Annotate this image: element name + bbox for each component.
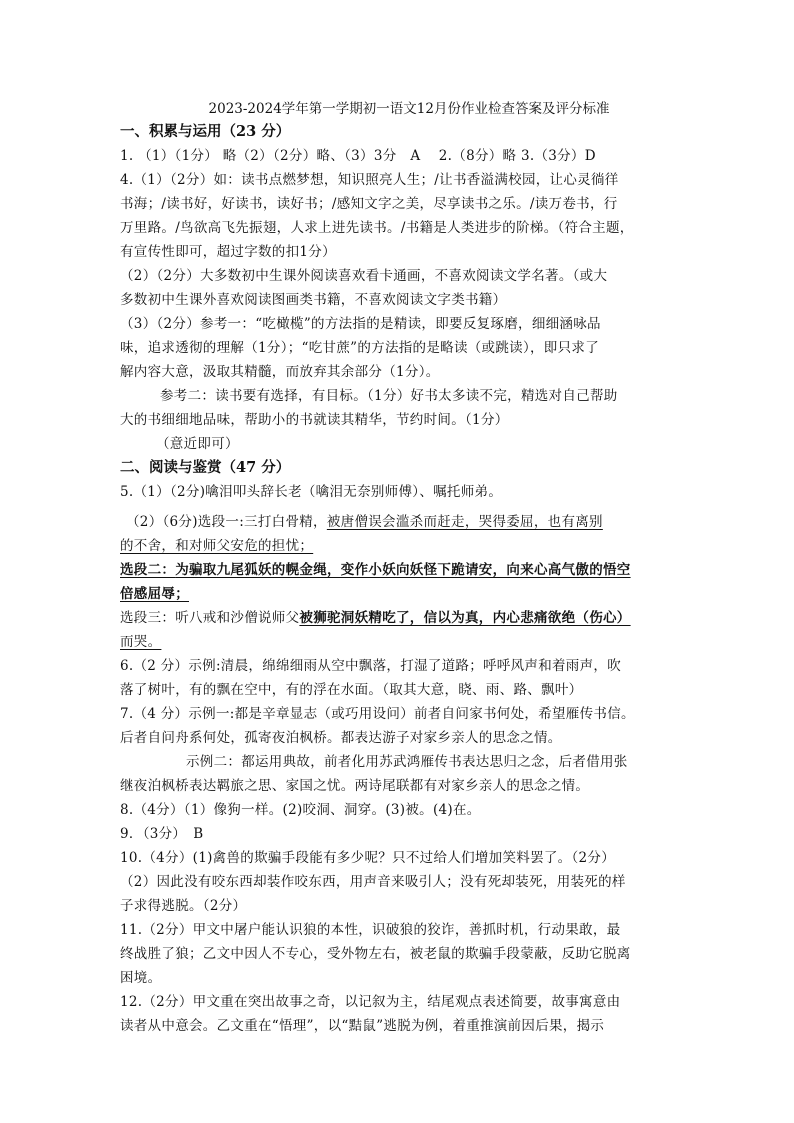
answer-q7-example2-line: 示例二：都运用典故，前者化用苏武鸿雁传书表达思归之念，后者借用张 bbox=[186, 754, 628, 770]
answer-q7 bbox=[120, 702, 678, 798]
passage3-underlined: 被狮驼洞妖精吃了，信以为真，内心悲痛欲绝（伤心） bbox=[299, 610, 631, 626]
answer-q4-1-line: 书海；/读书好，好读书，读好书；/感知文字之美，尽享读书之乐。/读万卷书，行 bbox=[120, 196, 618, 212]
answer-q12 bbox=[120, 990, 678, 1038]
answer-q4-1-line: 4.（1）（2分）如：读书点燃梦想，知识照亮人生；/让书香溢满校园，让心灵徜徉 bbox=[120, 172, 619, 188]
passage2-underlined: 为骗取九尾狐妖的幌金绳，变作小妖向妖怪下跪请安，向来心高气傲的悟空 bbox=[175, 562, 631, 578]
answer-q4-2-line: 多数初中生课外喜欢阅读图画类书籍，不喜欢阅读文字类书籍） bbox=[120, 292, 507, 308]
answer-q11 bbox=[120, 918, 678, 990]
document-body bbox=[120, 98, 678, 1038]
answer-q4-3-line: 味，追求透彻的理解（1分）；“吃甘蔗”的方法指的是略读（或跳读），即只求了 bbox=[120, 340, 599, 356]
answer-q11-line: 困境。 bbox=[120, 970, 162, 986]
passage1-underlined: 被唐僧误会滥杀而赶走，哭得委屈，也有离别 bbox=[326, 514, 603, 530]
passage1-prefix: （2）（6分)选段一:三打白骨精， bbox=[126, 514, 327, 530]
passage2-prefix: 选段二： bbox=[120, 562, 176, 578]
answer-q6 bbox=[120, 654, 678, 702]
answer-q10 bbox=[120, 846, 678, 918]
answer-q5-2-passage1-cont bbox=[120, 534, 678, 558]
passage3-underlined-cont: 而哭。 bbox=[120, 634, 162, 650]
answer-q5-2-passage2-cont bbox=[120, 582, 678, 606]
answer-q4-2-line: （2）（2分）大多数初中生课外阅读喜欢看卡通画，不喜欢阅读文学名著。（或大 bbox=[120, 268, 608, 284]
answer-q11-line: 终战胜了狼；乙文中因人不专心，受外物左右，被老鼠的欺骗手段蒙蔽，反助它脱离 bbox=[120, 946, 631, 962]
answer-q5-1: 5.（1）（2分)噙泪叩头辞长老（噙泪无奈别师傅）、嘱托师弟。 bbox=[120, 484, 503, 500]
answer-q4-3-line: 解内容大意，汲取其精髓，而放弃其余部分（1分）。 bbox=[120, 364, 440, 380]
answer-q6-line: 6.（2 分）示例:清晨，绵绵细雨从空中飘落，打湿了道路；呼呼风声和着雨声，吹 bbox=[120, 658, 622, 674]
answer-q7-line: 后者自问舟系何处，孤寄夜泊枫桥。都表达游子对家乡亲人的思念之情。 bbox=[120, 730, 562, 746]
answer-q4-note: （意近即可） bbox=[156, 436, 239, 452]
answer-q4 bbox=[120, 168, 678, 456]
answer-q10-line: 子求得逃脱。（2分） bbox=[120, 898, 247, 914]
answer-q12-line: 12.（2分）甲文重在突出故事之奇，以记叙为主，结尾观点表述简要，故事寓意由 bbox=[120, 994, 621, 1010]
answer-q4-1-line: 万里路。/鸟欲高飞先振翅，人求上进先读书。/书籍是人类进步的阶梯。（符合主题， bbox=[120, 220, 634, 236]
document-title: 2023-2024学年第一学期初一语文12月份作业检查答案及评分标准 bbox=[208, 101, 610, 117]
answer-q4-3-alt-line: 参考二：读书要有选择，有目标。（1分）好书太多读不完，精选对自己帮助 bbox=[160, 388, 618, 404]
answer-q10-line: （2）因此没有咬东西却装作咬东西，用声音来吸引人；没有死却装死，用装死的样 bbox=[120, 874, 626, 890]
answer-q4-3-line: （3）（2分）参考一：“吃橄榄”的方法指的是精读，即要反复琢磨，细细涵咏品 bbox=[120, 316, 601, 332]
answer-q1-3: 1. （1）（1分） 略（2）（2分）略、（3）3分 A 2.（8分）略 3.（3分）D bbox=[120, 148, 596, 164]
answer-q10-line: 10.（4分）(1)禽兽的欺骗手段能有多少呢？只不过给人们增加笑料罢了。（2分） bbox=[120, 850, 616, 866]
answer-q5-2 bbox=[120, 510, 678, 654]
answer-q4-1-line: 有宣传性即可，超过字数的扣1分） bbox=[120, 244, 336, 260]
answer-q7-example2-line: 继夜泊枫桥表达羁旅之思、家国之忧。两诗尾联都有对家乡亲人的思念之情。 bbox=[120, 778, 590, 794]
answer-q5-2-passage1 bbox=[120, 510, 678, 534]
answer-q5-2-passage2 bbox=[120, 558, 678, 582]
answer-q5-2-passage3 bbox=[120, 606, 678, 630]
answer-q4-3-alt-line: 大的书细细地品味，帮助小的书就读其精华，节约时间。（1分） bbox=[120, 412, 509, 428]
answer-q9: 9．（3分） B bbox=[120, 826, 204, 842]
answer-q7-line: 7.（4 分）示例一:都是辛章显志（或巧用设问）前者自问家书何处，希望雁传书信。 bbox=[120, 706, 635, 722]
answer-q8: 8.（4分）（1）像狗一样。(2)咬洞、洞穿。(3)被。(4)在。 bbox=[120, 802, 481, 818]
answer-q11-line: 11.（2分）甲文中屠户能认识狼的本性，识破狼的狡诈，善抓时机，行动果敢，最 bbox=[120, 922, 621, 938]
passage3-prefix: 选段三：听八戒和沙僧说师父 bbox=[120, 610, 300, 626]
passage2-underlined-cont: 倍感屈辱； bbox=[120, 586, 189, 602]
answer-q5-2-passage3-cont bbox=[120, 630, 678, 654]
answer-q6-line: 落了树叶，有的飘在空中，有的浮在水面。（取其大意，晓、雨、路、飘叶） bbox=[120, 682, 583, 698]
answer-q12-line: 读者从中意会。乙文重在“悟理”，以“黠鼠”逃脱为例，着重推演前因后果，揭示 bbox=[120, 1018, 605, 1034]
passage1-underlined-cont: 的不舍，和对师父安危的担忧； bbox=[120, 538, 314, 554]
section-heading-reading: 二、阅读与鉴赏（47 分） bbox=[120, 459, 291, 476]
section-heading-accumulation: 一、积累与运用（23 分） bbox=[120, 123, 291, 140]
